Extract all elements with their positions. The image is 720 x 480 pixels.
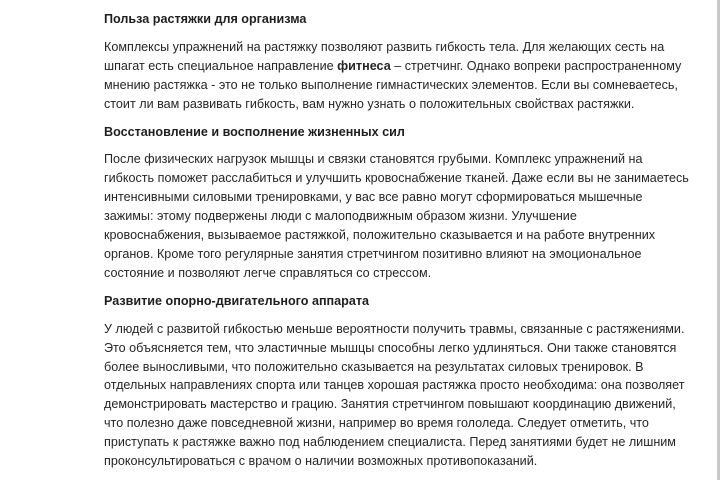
text-line: состояние и позволяют легче справляться со стрессом. [104, 265, 432, 280]
paragraph-benefits [104, 38, 684, 114]
text-line: Комплексы упражнений на растяжку позволяют развить гибкость тела. Для желающих сесть на [104, 39, 665, 54]
text-line: что полезно даже повседневной жизни, например во время гололеда. Следует отметить, что [104, 416, 649, 431]
text-line: зажимы: этому подвержены люди с малоподвижным образом жизни. Улучшение [104, 209, 577, 224]
text-line: демонстрировать мастерство и грацию. Занятия стретчингом повышают координацию движений, [104, 397, 676, 412]
text-line: стоит ли вам развивать гибкость, вам нужно узнать о положительных свойствах растяжки. [104, 96, 635, 111]
paragraph-recovery [104, 150, 689, 282]
text-line: кровоснабжения, вызываемое растяжкой, положительно сказывается и на работе внутренних [104, 228, 656, 243]
section-heading-benefits: Польза растяжки для организма [104, 12, 307, 26]
text-line: Это объясняется тем, что эластичные мышцы способны легко удлиняться. Они также становятся [104, 340, 677, 355]
text-line: приступать к растяжке важно под наблюдением специалиста. Перед занятиями будет не лишним [104, 435, 676, 450]
document-body [104, 10, 689, 480]
text-line: более выносливыми, что положительно сказывается на результатах силовых тренировок. В [104, 359, 644, 374]
text-line: проконсультироваться с врачом о наличии возможных противопоказаний. [104, 454, 538, 469]
text-line: гибкость поможет расслабиться и улучшить кровоснабжение тканей. Даже если вы не занимаетесь [104, 171, 689, 186]
text-line: отдельных направлениях спорта или танцев хорошая растяжка просто необходима: она позволяет [104, 378, 685, 393]
text-line: органов. Кроме того регулярные занятия стретчингом позитивно влияют на эмоциональное [104, 246, 642, 261]
text-line: После физических нагрузок мышцы и связки становятся грубыми. Комплекс упражнений на [104, 152, 643, 167]
section-heading-musculoskeletal: Развитие опорно-двигательного аппарата [104, 293, 370, 308]
section-heading-recovery: Восстановление и восполнение жизненных сил [104, 124, 405, 139]
keyword-bold: фитнеса [337, 58, 391, 73]
text-line: У людей с развитой гибкостью меньше вероятности получить травмы, связанные с растяжениями. [104, 321, 685, 336]
text-line: мнению растяжка - это не только выполнение гимнастических элементов. Если вы сомневаетесь, [104, 77, 678, 92]
text-line: интенсивными силовыми тренировками, у вас все равно могут сформироваться мышечные [104, 190, 643, 205]
text-line: шпагат есть специальное направление фитнеса – стретчинг. Однако вопреки распространенному [104, 58, 682, 73]
paragraph-musculoskeletal [104, 320, 684, 471]
